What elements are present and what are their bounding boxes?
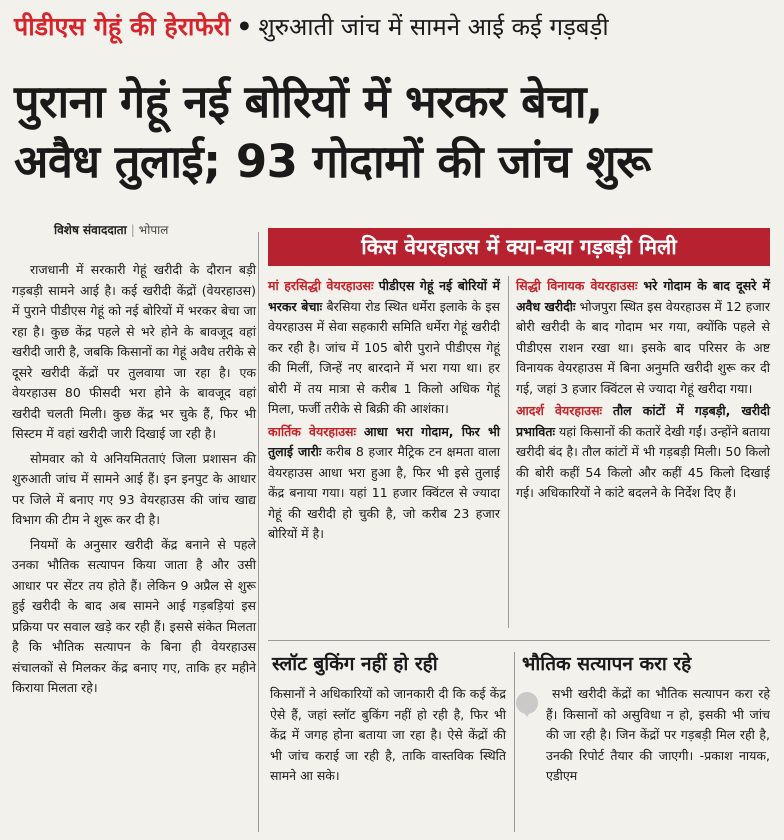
left-paragraph-2: सोमवार को ये अनियमितताएं जिला प्रशासन की शुरुआती जांच में सामने आई हैं। इन इनपुट के आधार पर जिले में बनाए गए 93 वेयरहाउस की जांच खाद्य विभाग की टीम ने शुरू कर दी है। — [12, 450, 256, 527]
kicker — [14, 10, 774, 44]
item-lead: आधा भरा गोदाम, फिर भी तुलाई जारीः — [268, 423, 500, 459]
right-column — [516, 276, 770, 506]
item-lead: भरे गोदाम के बाद दूसरे में अवैध खरीदीः — [516, 278, 771, 314]
kicker-subtitle: शुरुआती जांच में सामने आई कई गड़बड़ी — [258, 13, 609, 41]
column-divider — [514, 652, 515, 832]
item-label: आदर्श वेयरहाउसः — [516, 403, 603, 418]
item-text: यहां किसानों की कतारें देखी गईं। उन्होंने बताया खरीदी बंद है। तौल कांटों में भी गड़बड़ी मिली। 50 किलो की बोरी कहीं 54 किलो और कहीं 45 किलो दिखाई गई। अधिकारियों ने कांटे बदलने के निर्देश दिए हैं। — [516, 423, 770, 500]
item-siddhi-vinayak — [516, 276, 770, 399]
left-paragraph-3: नियमों के अनुसार खरीदी केंद्र बनाने से पहले उनका भौतिक सत्यापन किया जाता है और उसी आधार पर सेंटर तय होते हैं। लेकिन 9 अप्रैल से शुरू हुई खरीदी के बाद अब सामने आई गड़बड़ियां इस प्रक्रिया पर सवाल खड़े कर रही हैं। इससे संकेत मिलता है कि भौतिक सत्यापन के बिना ही वेयरहाउस संचालकों से मिलकर केंद्र बनाए गए, ताकि हर महीने किराया मिलता रहे। — [12, 536, 256, 695]
item-adarsh — [516, 401, 770, 504]
box-verify-title: भौतिक सत्यापन करा रहे — [522, 653, 692, 675]
item-label: मां हरसिद्धी वेयरहाउसः — [268, 278, 374, 293]
item-text: करीब 8 हजार मैट्रिक टन क्षमता वाला वेयरहाउस आधा भरा हुआ है, फिर भी इसे तुलाई केंद्र बनाया गया। यहां 11 हजार क्विंटल से ज्यादा गेहूं की खरीदी हो चुकी है, जो करीब 23 हजार बोरियों में है। — [268, 444, 500, 541]
item-label: सिद्धी विनायक वेयरहाउसः — [516, 278, 638, 293]
item-lead: तौल कांटों में गड़बड़ी, खरीदी प्रभावितः — [516, 403, 770, 439]
headline — [14, 72, 774, 192]
byline-place: भोपाल — [138, 223, 169, 237]
box-slot-text: किसानों ने अधिकारियों को जानकारी दी कि कई केंद्र ऐसे हैं, जहां स्लॉट बुकिंग नहीं हो रही है, फिर भी केंद्र में जगह होना बताया जा रहा है। ऐसे केंद्रों की भी जांच कराई जा रही है, ताकि वास्तविक स्थिति सामने आ सके। — [270, 686, 506, 783]
middle-column — [268, 276, 500, 547]
byline-separator: | — [130, 223, 135, 237]
left-column — [12, 260, 256, 703]
section-divider — [268, 640, 770, 641]
item-maa-harsiddhi — [268, 276, 500, 420]
headline-line-2: अवैध तुलाई; 93 गोदामों की जांच शुरू — [14, 135, 651, 188]
kicker-tag: पीडीएस गेहूं की हेराफेरी — [14, 12, 231, 41]
headline-line-1: पुराना गेहूं नई बोरियों में भरकर बेचा, — [14, 75, 603, 128]
item-text: भोजपुरा स्थित इस वेयरहाउस में 12 हजार बोरी खरीदी के बाद गोदाम भर गया, क्योंकि पहले से पीडीएस राशन रखा था। इसके बाद परिसर के अष्ट विनायक वेयरहाउस में बिना अनुमति खरीदी शुरू कर दी गई, जहां 3 हजार क्विंटल से ज्यादा गेहूं खरीदा गया। — [516, 298, 770, 396]
box-slot-title: स्लॉट बुकिंग नहीं हो रही — [272, 653, 438, 675]
map-pin-icon — [516, 692, 538, 714]
item-lead: पीडीएस गेहूं नई बोरियों में भरकर बेचाः — [268, 278, 500, 314]
box-verify-text: सभी खरीदी केंद्रों का भौतिक सत्यापन करा रहे हैं। किसानों को असुविधा न हो, इसकी भी जांच की जा रही है। जिन केंद्रों पर गड़बड़ी मिल रही है, उनकी रिपोर्ट तैयार की जाएगी। -प्रकाश नायक, एडीएम — [546, 686, 770, 783]
byline-author: विशेष संवाददाता — [54, 223, 127, 237]
item-text: बैरसिया रोड स्थित धर्मेरा इलाके के इस वेयरहाउस में सेवा सहकारी समिति धर्मेरा गेहूं खरीदी कर रही है। जांच में 105 बोरी पुराने पीडीएस गेहूं की मिलीं, जिन्हें नए बारदाने में भरा गया था। हर बोरी में तय मात्रा से करीब 1 किलो अधिक गेहूं मिला, फर्जी तरीके से बिक्री की आशंका। — [268, 298, 500, 416]
item-label: कार्तिक वेयरहाउसः — [268, 423, 357, 439]
column-divider — [258, 232, 259, 832]
left-paragraph-1: राजधानी में सरकारी गेहूं खरीदी के दौरान बड़ी गड़बड़ी सामने आई है। कई खरीदी केंद्रों (वेयरहाउस) में पुराने पीडीएस गेहूं को नई बोरियों में भरकर बेचा जा रहा है। कुछ केंद्र पहले से भरे होने के बावजूद वहां खरीदी जारी है, जबकि किसानों का गेहूं अवैध तरीके से दूसरे खरीदी केंद्रों पर तुलवाया जा रहा है। एक वेयरहाउस 80 फीसदी भरा होने के बावजूद वहां खरीदी चलती मिली। कुछ केंद्र भर चुके हैं, फिर भी सिस्टम में वहां खरीदी जारी दिखाई जा रही है। — [12, 262, 256, 441]
byline — [54, 221, 168, 238]
column-divider — [508, 276, 509, 628]
kicker-bullet: • — [236, 12, 253, 41]
section-banner: किस वेयरहाउस में क्या-क्या गड़बड़ी मिली — [268, 228, 770, 266]
item-kartik — [268, 422, 500, 545]
